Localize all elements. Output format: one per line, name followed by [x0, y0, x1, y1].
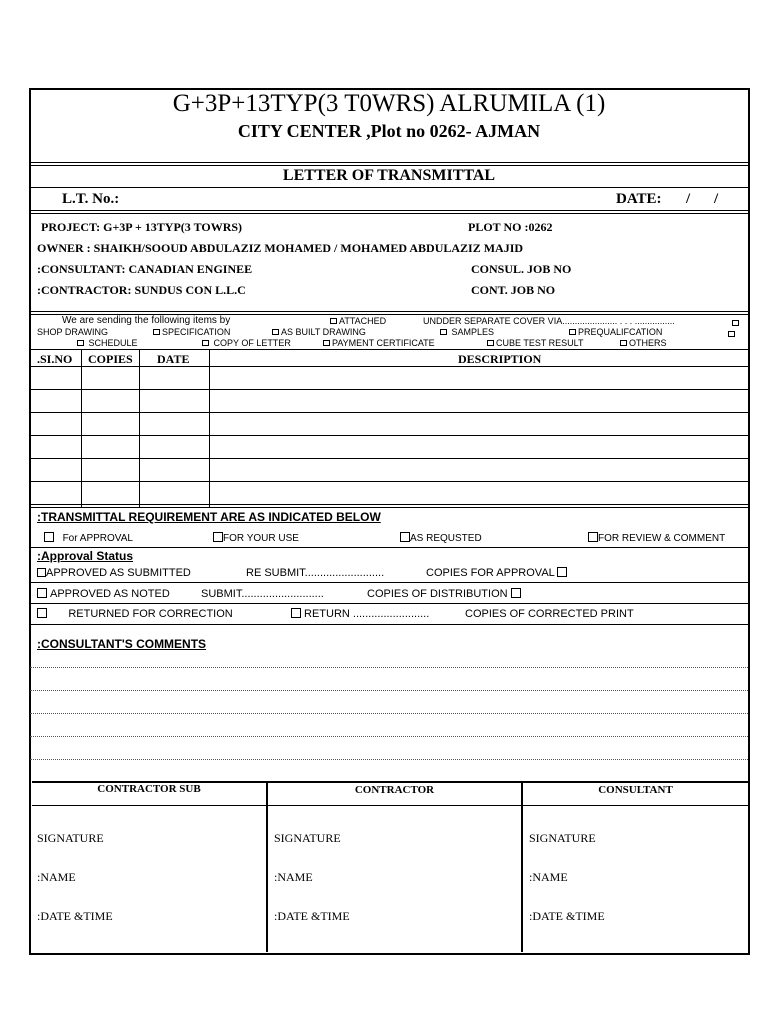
checkbox[interactable] [213, 532, 223, 542]
checkbox[interactable] [44, 532, 54, 542]
checkbox[interactable] [440, 329, 447, 335]
attached-option[interactable] [330, 316, 386, 326]
signature-column-line [266, 781, 268, 952]
checkbox[interactable] [272, 329, 279, 335]
checkbox[interactable] [330, 318, 337, 324]
cube-test-label: CUBE TEST RESULT [496, 338, 584, 348]
checkbox[interactable] [487, 340, 494, 346]
checkbox[interactable] [400, 532, 410, 542]
checkbox[interactable] [37, 568, 46, 577]
copies-of-corrected-print: COPIES OF CORRECTED PRINT [465, 608, 634, 620]
checkbox[interactable] [588, 532, 598, 542]
divider [30, 582, 748, 583]
as-requested-label: AS REQUSTED [410, 533, 482, 544]
divider [30, 210, 748, 211]
prequalification-option[interactable] [569, 327, 662, 337]
contractor-sub-header: CONTRACTOR SUB [97, 783, 201, 795]
table-row [30, 458, 748, 459]
column-header-copies: COPIES [88, 352, 133, 366]
owner-field: OWNER : SHAIKH/SOOUD ABDULAZIZ MOHAMED / MOHAMED ABDULAZIZ MAJID [37, 241, 524, 255]
requirements-heading: :TRANSMITTAL REQUIREMENT ARE AS INDICATED BELOW [37, 510, 381, 524]
for-your-use-label: FOR YOUR USE [223, 533, 299, 544]
payment-certificate-option[interactable] [323, 338, 435, 348]
return-option[interactable] [291, 608, 429, 620]
checkbox[interactable] [37, 588, 47, 598]
comment-line[interactable] [30, 690, 748, 691]
approved-as-noted-label: APPROVED AS NOTED [50, 588, 170, 600]
table-row [30, 507, 748, 508]
separate-cover-option: UNDDER SEPARATE COVER VIA...................... . . . ................ [423, 316, 675, 326]
returned-for-correction-option[interactable] [37, 608, 233, 620]
as-built-label: AS BUILT DRAWING [281, 327, 366, 337]
divider [30, 311, 748, 312]
for-review-label: FOR REVIEW & COMMENT [598, 533, 726, 544]
sending-intro: We are sending the following items by [62, 315, 231, 326]
date-separator: / [714, 191, 719, 207]
copy-of-letter-label: COPY OF LETTER [213, 338, 291, 348]
others-label: OTHERS [629, 338, 667, 348]
date-time-label: :DATE &TIME [529, 909, 605, 923]
name-label: :NAME [274, 870, 313, 884]
copy-of-letter-option[interactable] [202, 338, 291, 348]
checkbox[interactable] [37, 608, 47, 618]
consultant-comments-heading: :CONSULTANT'S COMMENTS [37, 637, 207, 651]
signature-header-line [32, 805, 748, 806]
table-row [30, 504, 748, 505]
table-column-line [139, 349, 140, 507]
table-header-line [30, 366, 748, 367]
column-header-date: DATE [157, 352, 190, 366]
column-header-description: DESCRIPTION [458, 352, 542, 366]
table-row [30, 481, 748, 482]
copies-of-distribution-label: COPIES OF DISTRIBUTION [367, 588, 508, 600]
shop-drawing-option: SHOP DRAWING [37, 327, 109, 337]
returned-for-correction-label: RETURNED FOR CORRECTION [68, 608, 233, 620]
divider [30, 187, 748, 188]
name-label: :NAME [529, 870, 568, 884]
frame-left [29, 88, 31, 954]
signature-label: SIGNATURE [37, 831, 104, 845]
payment-certificate-label: PAYMENT CERTIFICATE [332, 338, 435, 348]
signature-column-line [521, 781, 523, 952]
re-submit-field: RE SUBMIT.......................... [246, 567, 385, 579]
form-title: LETTER OF TRANSMITTAL [282, 167, 496, 184]
checkbox[interactable] [569, 329, 576, 335]
divider [30, 624, 748, 625]
schedule-label: SCHEDULE [88, 338, 138, 348]
checkbox[interactable] [202, 340, 209, 346]
signature-label: SIGNATURE [529, 831, 596, 845]
divider [30, 349, 748, 350]
project-subtitle: CITY CENTER ,Plot no 0262- AJMAN [237, 121, 541, 141]
for-review-option[interactable] [588, 532, 725, 544]
date-label: DATE: [616, 191, 662, 207]
for-your-use-option[interactable] [213, 532, 299, 544]
plot-no-field: PLOT NO :0262 [468, 220, 553, 234]
checkbox[interactable] [620, 340, 627, 346]
date-separator: / [686, 191, 691, 207]
signature-label: SIGNATURE [274, 831, 341, 845]
table-row [30, 412, 748, 413]
divider [30, 547, 748, 548]
contractor-field: :CONTRACTOR: SUNDUS CON L.L.C [37, 283, 246, 297]
checkbox[interactable] [557, 567, 567, 577]
copies-of-distribution-option[interactable] [367, 588, 524, 600]
end-checkbox[interactable] [728, 331, 735, 337]
date-time-label: :DATE &TIME [37, 909, 113, 923]
column-header-si-no: .SI.NO [37, 352, 73, 366]
comment-line[interactable] [30, 667, 748, 668]
comment-line[interactable] [30, 713, 748, 714]
consultant-field: :CONSULTANT: CANADIAN ENGINEE [37, 262, 253, 276]
table-column-line [81, 349, 82, 507]
schedule-option[interactable] [77, 338, 138, 348]
checkbox[interactable] [511, 588, 521, 598]
lt-no-label: L.T. No.: [62, 191, 120, 207]
divider [30, 213, 748, 214]
separate-cover-checkbox[interactable] [732, 320, 739, 326]
for-approval-option[interactable] [44, 532, 133, 544]
return-label: RETURN ......................... [304, 608, 430, 620]
consul-job-field: CONSUL. JOB NO [471, 262, 572, 276]
name-label: :NAME [37, 870, 76, 884]
samples-label: SAMPLES [451, 327, 495, 337]
samples-option[interactable] [440, 327, 494, 337]
prequalification-label: PREQUALIFCATION [578, 327, 663, 337]
date-time-label: :DATE &TIME [274, 909, 350, 923]
table-column-line [209, 349, 210, 507]
copies-for-approval-label: COPIES FOR APPROVAL [426, 567, 555, 579]
frame-bottom [29, 953, 750, 955]
table-row [30, 435, 748, 436]
contractor-header: CONTRACTOR [354, 784, 435, 796]
cont-job-field: CONT. JOB NO [471, 283, 556, 297]
frame-right [748, 88, 750, 954]
divider [30, 162, 748, 163]
others-option[interactable] [620, 338, 667, 348]
approved-as-submitted-option[interactable] [37, 567, 191, 579]
as-requested-option[interactable] [400, 532, 482, 544]
copies-for-approval-option[interactable] [426, 567, 570, 579]
for-approval-label: For APPROVAL [62, 533, 133, 544]
submit-field: SUBMIT........................... [201, 588, 324, 600]
table-row [30, 389, 748, 390]
project-title: G+3P+13TYP(3 T0WRS) ALRUMILA (1) [172, 90, 606, 117]
project-field: PROJECT: G+3P + 13TYP(3 TOWRS) [41, 220, 243, 234]
checkbox[interactable] [291, 608, 301, 618]
checkbox[interactable] [153, 329, 160, 335]
specification-label: SPECIFICATION [162, 327, 231, 337]
approval-status-heading: :Approval Status [37, 549, 134, 563]
approved-as-submitted-label: APPROVED AS SUBMITTED [46, 567, 191, 579]
divider [30, 165, 748, 166]
comment-line[interactable] [30, 759, 748, 760]
divider [30, 603, 748, 604]
approved-as-noted-option[interactable] [37, 588, 170, 600]
comment-line[interactable] [30, 736, 748, 737]
as-built-option[interactable] [272, 327, 366, 337]
checkbox[interactable] [323, 340, 330, 346]
cube-test-option[interactable] [487, 338, 584, 348]
attached-label: ATTACHED [339, 316, 387, 326]
consultant-header: CONSULTANT [598, 784, 673, 796]
checkbox[interactable] [77, 340, 84, 346]
specification-option[interactable] [153, 327, 230, 337]
